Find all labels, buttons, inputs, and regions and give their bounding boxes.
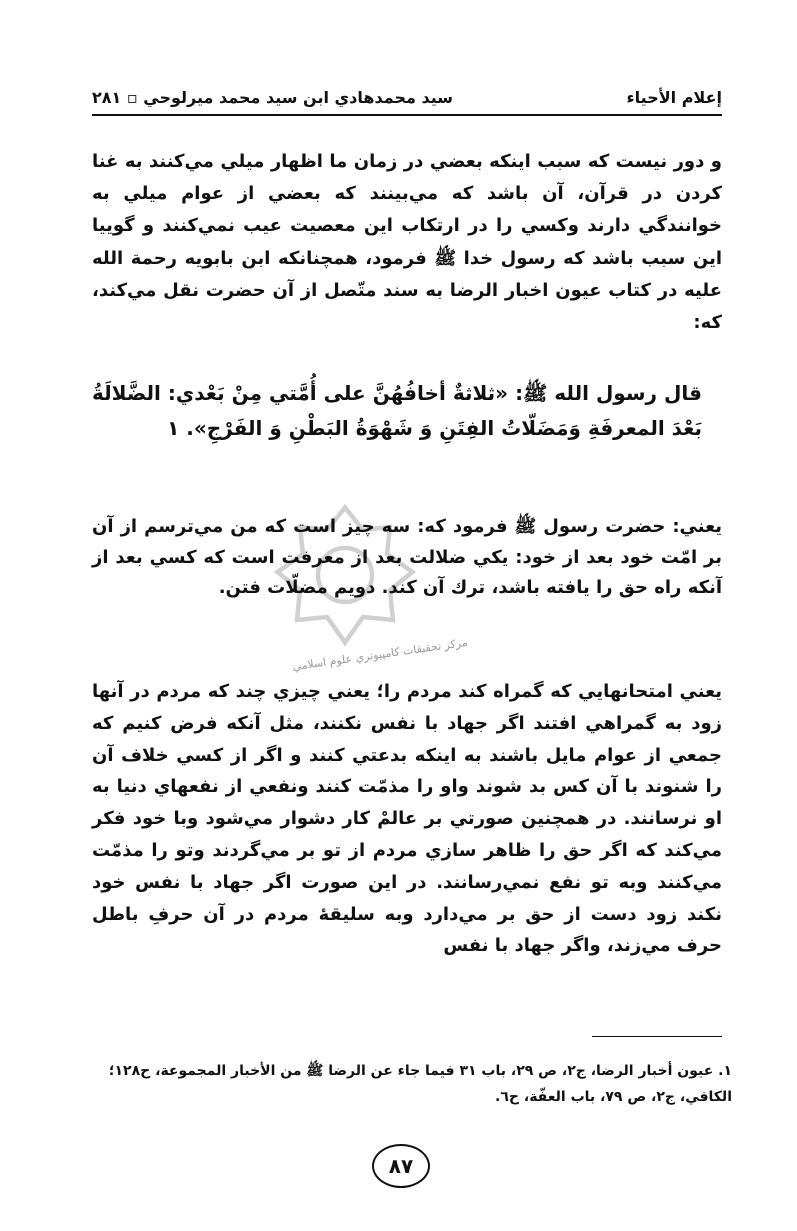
header-rule — [92, 114, 722, 116]
watermark-text: مركز تحقيقات كامپيوتري علوم اسلامي — [291, 635, 469, 674]
footnote: ١. عيون أخبار الرضا، ج٢، ص ٢٩، باب ٣١ فيما جاء عن الرضا ﷺ من الأخبار المجموعة، ح١٢٨؛ الكافي، ج٢، ص ٧٩، باب العفّة، ح٦. — [108, 1063, 732, 1105]
page-number: ٨٧ — [372, 1144, 430, 1188]
seal-watermark-icon — [270, 500, 420, 650]
author-and-page: سيد محمدهادي ابن سيد محمد ميرلوحي ▫ ۲۸۱ — [92, 88, 453, 107]
running-header — [92, 84, 722, 114]
arabic-hadith-quote: قال رسول الله ﷺ: «ثلاثةٌ أخافُهُنَّ على أُمَّتي مِنْ بَعْدي: الضَّلالَةُ بَعْدَ المعرفَةِ وَمَضَلّاتُ الفِتَنِ وَ شَهْوَةُ البَطْنِ وَ الفَرْجِ». ١ — [92, 381, 702, 440]
book-title: إعلام الأحياء — [626, 88, 722, 107]
footnote-rule — [592, 1036, 722, 1037]
body-paragraph: و دور نيست كه سبب اينكه بعضي در زمان ما اظهار ميلي مي‌كنند به غنا كردن در قرآن، آن باشد كه مي‌بينند كه بعضي از عوام ميلي به خوانندگي دارند وكسي را در ارتكاب اين معصيت عيب نمي‌كنند و گوييا اين سبب باشد كه رسول خدا ﷺ فرمود، همچنانكه ابن بابويه رحمة الله عليه در كتاب عيون اخبار الرضا به سند متّصل از آن حضرت نقل مي‌كند، كه: — [92, 151, 722, 334]
second-paragraph: يعني امتحانهايي كه گمراه كند مردم را؛ يعني چيزي چند كه مردم در آنها زود به گمراهي افتند اگر جهاد با نفس نكنند، مثل آنكه فرض كنيم كه جمعي از عوام مايل باشند به اينكه بدعتي كنند و اگر از كسي خلاف آن را شنوند با آن كس بد شوند واو را مذمّت كنند ونفعي از نفعهاي دنيا به او نرسانند. در همچنين صورتي بر عالمْ كار دشوار مي‌شود وبا خود فكر مي‌كند كه اگر حق را ظاهر سازي مردم از تو بر مي‌گردند وتو را مذمّت مي‌كنند وبه تو نفع نمي‌رسانند. در اين صورت اگر جهاد با نفس خود نكند زود دست از حق بر مي‌دارد وبه سليقهٔ مردم در آن حرفِ باطل حرف مي‌زند، واگر جهاد با نفس — [92, 681, 722, 957]
persian-translation: يعني: حضرت رسول ﷺ فرمود كه: سه چيز است كه من مي‌ترسم از آن بر امّت خود بعد از خود: يكي ضلالت بعد از معرفت است كه كسي بعد از آنكه راه حق را يافته باشد، ترك آن كند. دويم مضلّات فتن. — [92, 516, 722, 598]
